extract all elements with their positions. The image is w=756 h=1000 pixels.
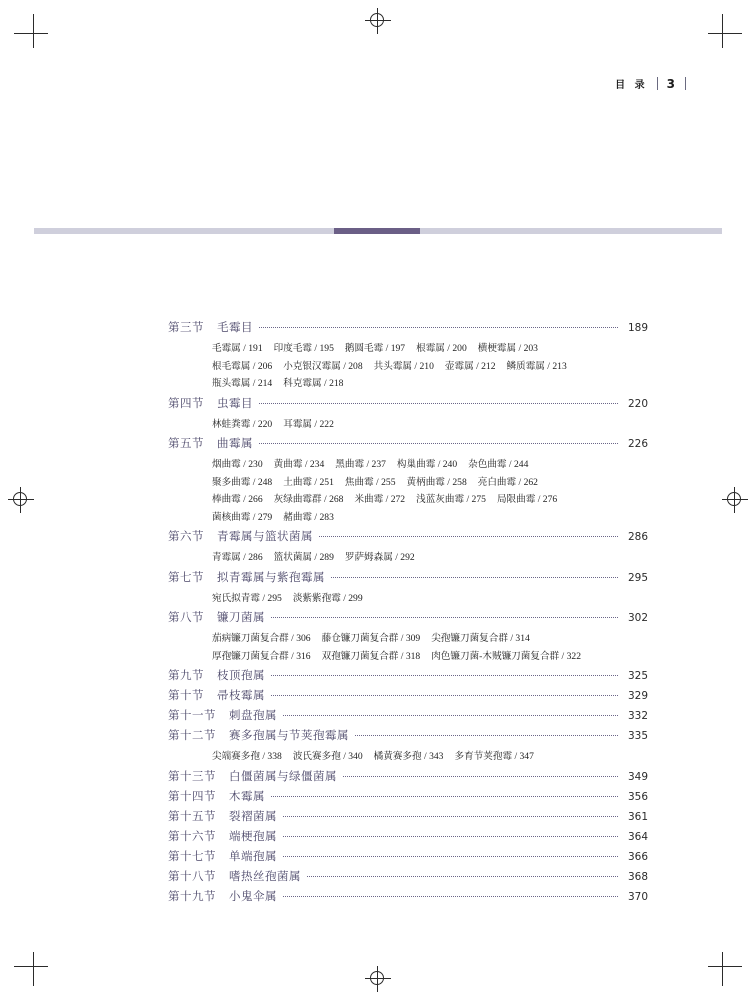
registration-vline bbox=[734, 487, 735, 513]
toc-entry-item[interactable]: 青霉属 / 286 bbox=[212, 552, 263, 563]
toc-section-row[interactable] bbox=[168, 435, 648, 454]
toc-leader-dots bbox=[283, 835, 618, 837]
toc-entry-line bbox=[212, 491, 632, 509]
toc-section-number: 第四节 bbox=[168, 397, 204, 410]
toc-entry-item[interactable]: 黄柄曲霉 / 258 bbox=[406, 476, 467, 488]
toc-entry-line bbox=[212, 358, 632, 376]
toc-section-row[interactable] bbox=[168, 319, 648, 338]
toc-section-page: 329 bbox=[627, 690, 648, 702]
toc-section-title: 端梗孢属 bbox=[229, 830, 277, 843]
registration-vline bbox=[377, 8, 378, 34]
toc-section-row[interactable] bbox=[168, 528, 648, 547]
toc-entry-item[interactable]: 波氏赛多孢 / 340 bbox=[292, 751, 363, 762]
toc-section-number: 第八节 bbox=[168, 612, 204, 624]
toc-section-number: 第十九节 bbox=[168, 890, 216, 903]
toc-section-title: 单端孢属 bbox=[229, 850, 277, 863]
toc-section-number: 第十四节 bbox=[168, 790, 216, 803]
toc-section-title: 嗜热丝孢菌属 bbox=[229, 870, 301, 883]
toc-leader-dots bbox=[271, 674, 618, 676]
toc-entry-line bbox=[212, 416, 632, 434]
toc-section-title: 白僵菌属与绿僵菌属 bbox=[229, 770, 337, 783]
registration-hline bbox=[8, 499, 34, 500]
toc-section-page: 335 bbox=[627, 730, 648, 742]
toc-section-page: 368 bbox=[627, 870, 648, 883]
toc-section-row[interactable] bbox=[168, 848, 648, 867]
toc-section-row[interactable] bbox=[168, 768, 648, 787]
toc-entry-item[interactable]: 根霉属 / 200 bbox=[416, 343, 467, 354]
toc-section-row[interactable] bbox=[168, 888, 648, 907]
toc-leader-dots bbox=[259, 442, 618, 444]
band-segment-left bbox=[34, 228, 334, 234]
toc-entry-item[interactable]: 鹅圆毛霉 / 197 bbox=[344, 343, 406, 354]
toc-leader-dots bbox=[319, 535, 618, 537]
toc-entry-block bbox=[212, 630, 632, 665]
toc-entry-item[interactable]: 土曲霉 / 251 bbox=[283, 476, 334, 488]
registration-mark-top bbox=[365, 8, 391, 34]
toc-entry-line bbox=[212, 474, 632, 492]
toc-leader-dots bbox=[331, 576, 618, 578]
page-number: 3 bbox=[666, 76, 676, 91]
toc-section-row[interactable] bbox=[168, 667, 648, 686]
toc-entry-item[interactable]: 肉色镰刀菌-木贼镰刀菌复合群 / 322 bbox=[431, 650, 581, 662]
registration-vline bbox=[20, 487, 21, 513]
toc-section-page: 220 bbox=[627, 397, 648, 410]
toc-section-number: 第十六节 bbox=[168, 830, 216, 843]
running-head-label: 目 录 bbox=[615, 80, 648, 91]
running-head-divider bbox=[657, 77, 658, 90]
registration-mark-left bbox=[8, 487, 34, 513]
toc-leader-dots bbox=[271, 795, 618, 797]
registration-circle bbox=[13, 492, 27, 506]
toc-leader-dots bbox=[283, 714, 618, 716]
toc-entry-item[interactable]: 毛霉属 / 191 bbox=[212, 343, 263, 354]
toc-entry-line bbox=[212, 509, 632, 527]
toc-section-page: 364 bbox=[627, 830, 648, 843]
toc-section-number: 第十八节 bbox=[168, 870, 216, 883]
toc-entry-line bbox=[212, 375, 632, 393]
toc-section-number: 第十五节 bbox=[168, 810, 216, 823]
toc-entry-block bbox=[212, 748, 632, 766]
toc-entry-block bbox=[212, 549, 632, 567]
toc-entry-item[interactable]: 黄曲霉 / 234 bbox=[273, 459, 325, 470]
toc-section-page: 366 bbox=[627, 850, 648, 863]
registration-vline bbox=[377, 966, 378, 992]
toc-section-row[interactable] bbox=[168, 395, 648, 414]
toc-entry-item[interactable]: 根毛霉属 / 206 bbox=[212, 360, 273, 372]
toc-entry-item[interactable]: 尖孢镰刀菌复合群 / 314 bbox=[431, 633, 530, 644]
toc-section-title: 裂褶菌属 bbox=[229, 810, 277, 823]
toc-section-number: 第七节 bbox=[168, 571, 204, 584]
registration-mark-right bbox=[722, 487, 748, 513]
toc-entry-item[interactable]: 局限曲霉 / 276 bbox=[496, 494, 558, 505]
toc-entry-item[interactable]: 菌核曲霉 / 279 bbox=[212, 511, 273, 523]
toc-entry-item[interactable]: 藤仓镰刀菌复合群 / 309 bbox=[321, 633, 421, 644]
decorative-band bbox=[34, 228, 722, 234]
toc-section-title: 毛霉目 bbox=[217, 322, 253, 334]
toc-leader-dots bbox=[271, 616, 618, 618]
toc-section-number: 第三节 bbox=[168, 322, 204, 334]
toc-entry-item[interactable]: 黑曲霉 / 237 bbox=[335, 459, 386, 470]
toc-entry-item[interactable]: 双孢镰刀菌复合群 / 318 bbox=[321, 650, 421, 662]
toc-entry-item[interactable]: 瓶头霉属 / 214 bbox=[212, 378, 273, 389]
crop-mark-bottom-right bbox=[708, 952, 742, 986]
toc-section-page: 361 bbox=[627, 810, 648, 823]
toc-entry-line bbox=[212, 748, 632, 766]
toc-entry-line bbox=[212, 549, 632, 567]
crop-mark-top-right bbox=[708, 14, 742, 48]
toc-entry-item[interactable]: 橘黄赛多孢 / 343 bbox=[373, 751, 444, 762]
toc-entry-line bbox=[212, 456, 632, 474]
toc-entry-line bbox=[212, 630, 632, 648]
toc-section-row[interactable] bbox=[168, 707, 648, 726]
toc-leader-dots bbox=[283, 895, 618, 897]
registration-circle bbox=[370, 971, 384, 985]
toc-section-row[interactable] bbox=[168, 569, 648, 588]
running-head-divider-right bbox=[685, 77, 686, 90]
toc-entry-item[interactable]: 横梗霉属 / 203 bbox=[477, 343, 538, 354]
toc-entry-item[interactable]: 林蛙粪霉 / 220 bbox=[212, 418, 273, 430]
toc-section-title: 曲霉属 bbox=[217, 438, 253, 450]
registration-circle bbox=[727, 492, 741, 506]
band-segment-accent bbox=[334, 228, 420, 234]
toc-entry-item[interactable]: 壶霉属 / 212 bbox=[444, 360, 496, 372]
toc-section-title: 拟青霉属与紫孢霉属 bbox=[217, 571, 325, 584]
toc-section-row[interactable] bbox=[168, 828, 648, 847]
toc-section-row[interactable] bbox=[168, 808, 648, 827]
toc-section-page: 286 bbox=[627, 531, 648, 543]
toc-leader-dots bbox=[283, 855, 618, 857]
toc-entry-item[interactable]: 鳞质霉属 / 213 bbox=[506, 360, 567, 372]
toc-entry-line bbox=[212, 340, 632, 358]
toc-entry-item[interactable]: 聚多曲霉 / 248 bbox=[212, 476, 273, 488]
registration-circle bbox=[370, 13, 384, 27]
toc-section-page: 226 bbox=[627, 438, 648, 450]
crop-mark-top-left bbox=[14, 14, 48, 48]
toc-entry-item[interactable]: 耳霉属 / 222 bbox=[283, 418, 334, 430]
toc-section-title: 刺盘孢属 bbox=[229, 710, 277, 722]
toc-section-title: 镰刀菌属 bbox=[217, 612, 265, 624]
toc-leader-dots bbox=[307, 875, 618, 877]
toc-entry-item[interactable]: 赭曲霉 / 283 bbox=[283, 511, 334, 523]
toc-entry-item[interactable]: 茄病镰刀菌复合群 / 306 bbox=[212, 633, 311, 644]
toc-entry-item[interactable]: 小克银汉霉属 / 208 bbox=[283, 360, 363, 372]
toc-entry-line bbox=[212, 590, 632, 608]
toc-section-row[interactable] bbox=[168, 788, 648, 807]
toc-entry-block bbox=[212, 340, 632, 393]
toc-leader-dots bbox=[271, 694, 618, 696]
toc-section-page: 295 bbox=[627, 571, 648, 584]
toc-section-number: 第十节 bbox=[168, 690, 204, 702]
toc-section-page: 356 bbox=[627, 790, 648, 803]
toc-section-row[interactable] bbox=[168, 687, 648, 706]
toc-leader-dots bbox=[343, 775, 618, 777]
toc-section-title: 虫霉目 bbox=[217, 397, 253, 410]
toc-entry-item[interactable]: 罗萨姆森属 / 292 bbox=[344, 552, 415, 563]
toc-entry-item[interactable]: 厚孢镰刀菌复合群 / 316 bbox=[212, 650, 311, 662]
toc-entry-block bbox=[212, 456, 632, 526]
toc-section-number: 第十三节 bbox=[168, 770, 216, 783]
toc-section-row[interactable] bbox=[168, 727, 648, 746]
toc-entry-item[interactable]: 科克霉属 / 218 bbox=[283, 378, 344, 389]
toc-entry-item[interactable]: 浅蓝灰曲霉 / 275 bbox=[416, 494, 486, 505]
toc-entry-item[interactable]: 杂色曲霉 / 244 bbox=[468, 459, 529, 470]
toc-section-page: 302 bbox=[627, 612, 648, 624]
toc-entry-block bbox=[212, 590, 632, 608]
toc-section-title: 青霉属与篮状菌属 bbox=[217, 531, 313, 543]
registration-mark-bottom bbox=[365, 966, 391, 992]
toc-entry-item[interactable]: 焦曲霉 / 255 bbox=[344, 476, 396, 488]
toc-entry-item[interactable]: 米曲霉 / 272 bbox=[354, 494, 406, 505]
toc-entry-item[interactable]: 烟曲霉 / 230 bbox=[212, 459, 263, 470]
toc-entry-item[interactable]: 亮白曲霉 / 262 bbox=[477, 476, 538, 488]
registration-hline bbox=[722, 499, 748, 500]
toc-entry-item[interactable]: 尖端赛多孢 / 338 bbox=[212, 751, 282, 762]
toc-section-page: 325 bbox=[627, 670, 648, 682]
toc-section-row[interactable] bbox=[168, 868, 648, 887]
toc-entry-block bbox=[212, 416, 632, 434]
toc-section-page: 189 bbox=[627, 322, 648, 334]
toc-entry-item[interactable]: 篮状菌属 / 289 bbox=[273, 552, 334, 563]
crop-mark-bottom-left bbox=[14, 952, 48, 986]
toc-section-page: 370 bbox=[627, 890, 648, 903]
toc-section-title: 小鬼伞属 bbox=[229, 890, 277, 903]
toc-section-title: 帚枝霉属 bbox=[217, 690, 265, 702]
toc-section-number: 第九节 bbox=[168, 670, 204, 682]
running-head bbox=[615, 76, 686, 91]
toc-leader-dots bbox=[259, 402, 618, 404]
toc-entry-item[interactable]: 灰绿曲霉群 / 268 bbox=[273, 494, 344, 505]
toc-section-row[interactable] bbox=[168, 609, 648, 628]
toc-section-title: 木霉属 bbox=[229, 790, 265, 803]
toc-section-number: 第十七节 bbox=[168, 850, 216, 863]
toc-section-title: 赛多孢属与节荚孢霉属 bbox=[229, 730, 349, 742]
toc-leader-dots bbox=[283, 815, 618, 817]
toc-entry-item[interactable]: 共头霉属 / 210 bbox=[373, 360, 434, 372]
band-segment-right bbox=[420, 228, 722, 234]
toc-entry-item[interactable]: 棒曲霉 / 266 bbox=[212, 494, 263, 505]
toc-entry-item[interactable]: 淡紫紫孢霉 / 299 bbox=[292, 592, 363, 604]
table-of-contents bbox=[168, 318, 648, 907]
toc-section-number: 第六节 bbox=[168, 531, 204, 543]
toc-section-number: 第十二节 bbox=[168, 730, 216, 742]
toc-section-page: 349 bbox=[627, 770, 648, 783]
toc-section-number: 第十一节 bbox=[168, 710, 216, 722]
toc-entry-item[interactable]: 宛氏拟青霉 / 295 bbox=[212, 592, 282, 604]
toc-section-number: 第五节 bbox=[168, 438, 204, 450]
toc-leader-dots bbox=[259, 326, 618, 328]
toc-entry-item[interactable]: 构巢曲霉 / 240 bbox=[396, 459, 458, 470]
toc-section-title: 枝顶孢属 bbox=[217, 670, 265, 682]
toc-leader-dots bbox=[355, 734, 618, 736]
registration-hline bbox=[365, 20, 391, 21]
toc-entry-line bbox=[212, 648, 632, 666]
toc-section-page: 332 bbox=[627, 710, 648, 722]
toc-entry-item[interactable]: 印度毛霉 / 195 bbox=[273, 343, 334, 354]
toc-entry-item[interactable]: 多育节荚孢霉 / 347 bbox=[454, 751, 534, 762]
registration-hline bbox=[365, 978, 391, 979]
